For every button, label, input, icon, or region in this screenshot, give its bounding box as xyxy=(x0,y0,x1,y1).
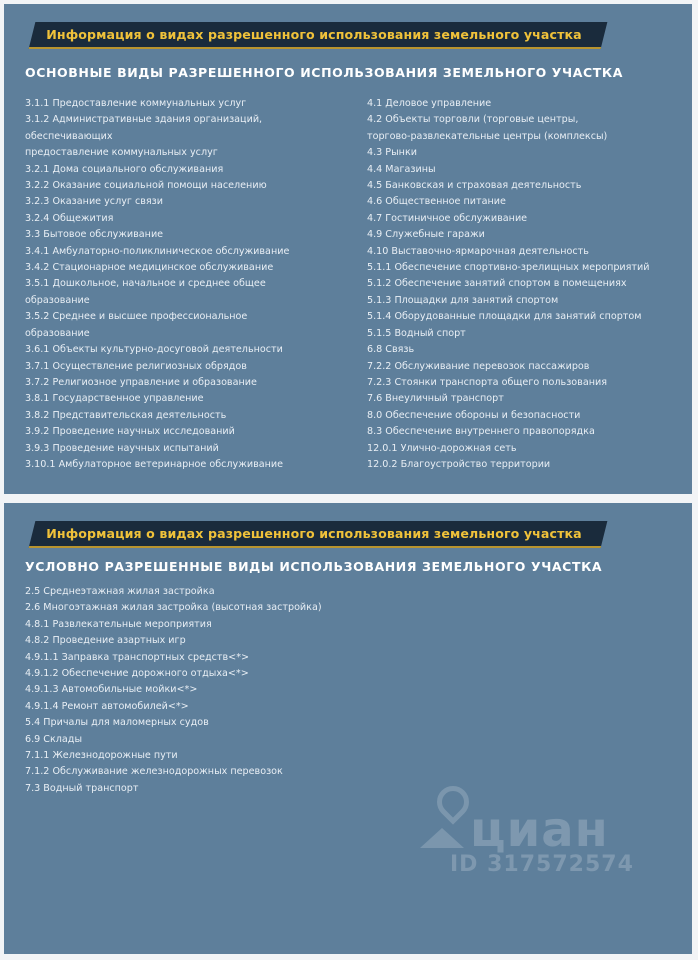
list-item: 3.2.1 Дома социального обслуживания xyxy=(25,163,224,175)
list-item: 6.8 Связь xyxy=(367,344,415,356)
conditional-uses-panel xyxy=(4,503,692,954)
list-item: 7.1.2 Обслуживание железнодорожных перевозок xyxy=(25,766,283,778)
watermark-brand: циан xyxy=(470,802,609,858)
list-item: 7.2.3 Стоянки транспорта общего пользования xyxy=(367,376,607,388)
left-use-list xyxy=(25,96,289,473)
list-item: 7.3 Водный транспорт xyxy=(25,782,139,794)
list-item: 5.1.2 Обеспечение занятий спортом в помещениях xyxy=(367,278,627,290)
list-item: 3.4.1 Амбулаторно-поликлиническое обслуживание xyxy=(25,245,290,257)
list-item: 3.9.2 Проведение научных исследований xyxy=(25,426,235,438)
list-item: 2.5 Среднеэтажная жилая застройка xyxy=(25,586,215,597)
conditional-use-list xyxy=(25,584,322,797)
info-banner xyxy=(29,521,607,548)
list-item: 3.2.3 Оказание услуг связи xyxy=(25,196,164,208)
list-item: 12.0.2 Благоустройство территории xyxy=(367,458,551,470)
list-item: 3.8.2 Представительская деятельность xyxy=(25,409,227,421)
list-item: 3.2.4 Общежития xyxy=(25,212,114,224)
list-item: 4.10 Выставочно-ярмарочная деятельность xyxy=(367,245,589,257)
main-permitted-uses-panel xyxy=(4,4,692,494)
list-item: 4.5 Банковская и страховая деятельность xyxy=(367,180,582,192)
list-item: 8.3 Обеспечение внутреннего правопорядка xyxy=(367,426,595,438)
list-item: 2.6 Многоэтажная жилая застройка (высотная застройка) xyxy=(25,602,322,614)
list-item: 3.2.2 Оказание социальной помощи населению xyxy=(25,180,267,192)
list-item: 8.0 Обеспечение обороны и безопасности xyxy=(367,409,581,421)
list-item: 3.1.2 Административные здания организаций, xyxy=(25,114,263,126)
list-item: 5.1.4 Оборудованные площадки для занятий спортом xyxy=(367,311,642,323)
list-item: 7.6 Внеуличный транспорт xyxy=(367,393,504,405)
list-item: 7.2.2 Обслуживание перевозок пассажиров xyxy=(367,360,590,372)
list-item: 4.2 Объекты торговли (торговые центры, xyxy=(367,114,579,126)
info-banner xyxy=(29,22,607,49)
list-item: 4.9 Служебные гаражи xyxy=(367,229,485,241)
section-heading: УСЛОВНО РАЗРЕШЕННЫЕ ВИДЫ ИСПОЛЬЗОВАНИЯ ЗЕМЕЛЬНОГО УЧАСТКА xyxy=(25,559,603,574)
list-item: 4.9.1.4 Ремонт автомобилей<*> xyxy=(25,700,189,712)
list-item: 3.6.1 Объекты культурно-досуговой деятельности xyxy=(25,344,283,356)
list-item: 3.9.3 Проведение научных испытаний xyxy=(25,442,219,454)
list-item: 3.5.2 Среднее и высшее профессиональное xyxy=(25,311,248,323)
list-item: 5.1.3 Площадки для занятий спортом xyxy=(367,294,559,306)
list-item: 4.1 Деловое управление xyxy=(367,98,492,109)
list-item: 3.4.2 Стационарное медицинское обслуживание xyxy=(25,262,274,274)
section-heading: ОСНОВНЫЕ ВИДЫ РАЗРЕШЕННОГО ИСПОЛЬЗОВАНИЯ ЗЕМЕЛЬНОГО УЧАСТКА xyxy=(25,65,624,80)
list-item: 4.8.1 Развлекательные мероприятия xyxy=(25,618,212,630)
list-item: 3.3 Бытовое обслуживание xyxy=(25,229,164,241)
banner-title: Информация о видах разрешенного использования земельного участка xyxy=(46,526,582,541)
list-item: 4.7 Гостиничное обслуживание xyxy=(367,212,528,224)
list-item: 4.3 Рынки xyxy=(367,147,417,159)
list-item: торгово-развлекательные центры (комплексы) xyxy=(367,130,608,142)
list-item: предоставление коммунальных услуг xyxy=(25,147,218,159)
list-item: 4.6 Общественное питание xyxy=(367,196,506,208)
list-item: 6.9 Склады xyxy=(25,733,83,745)
list-item: 12.0.1 Улично-дорожная сеть xyxy=(367,442,517,454)
list-item: образование xyxy=(25,327,90,339)
list-item: 3.5.1 Дошкольное, начальное и среднее общее xyxy=(25,278,266,290)
watermark-id: ID 317572574 xyxy=(450,852,634,877)
list-item: 5.1.5 Водный спорт xyxy=(367,327,466,339)
list-item: обеспечивающих xyxy=(25,130,113,142)
list-item: 4.9.1.3 Автомобильные мойки<*> xyxy=(25,684,198,696)
list-item: 5.1.1 Обеспечение спортивно-зрелищных мероприятий xyxy=(367,262,650,274)
list-item: 3.1.1 Предоставление коммунальных услуг xyxy=(25,98,247,109)
list-item: 3.7.1 Осуществление религиозных обрядов xyxy=(25,360,247,372)
list-item: 4.9.1.1 Заправка транспортных средств<*> xyxy=(25,651,250,663)
list-item: 5.4 Причалы для маломерных судов xyxy=(25,717,209,729)
list-item: 3.8.1 Государственное управление xyxy=(25,393,204,405)
list-item: 4.8.2 Проведение азартных игр xyxy=(25,635,186,647)
banner-title: Информация о видах разрешенного использования земельного участка xyxy=(46,27,582,42)
list-item: 3.10.1 Амбулаторное ветеринарное обслуживание xyxy=(25,458,284,470)
list-item: 4.4 Магазины xyxy=(367,163,436,175)
list-item: 3.7.2 Религиозное управление и образование xyxy=(25,376,257,388)
list-item: образование xyxy=(25,294,90,306)
list-item: 7.1.1 Железнодорожные пути xyxy=(25,750,178,762)
list-item: 4.9.1.2 Обеспечение дорожного отдыха<*> xyxy=(25,668,249,680)
right-use-list xyxy=(367,96,650,473)
